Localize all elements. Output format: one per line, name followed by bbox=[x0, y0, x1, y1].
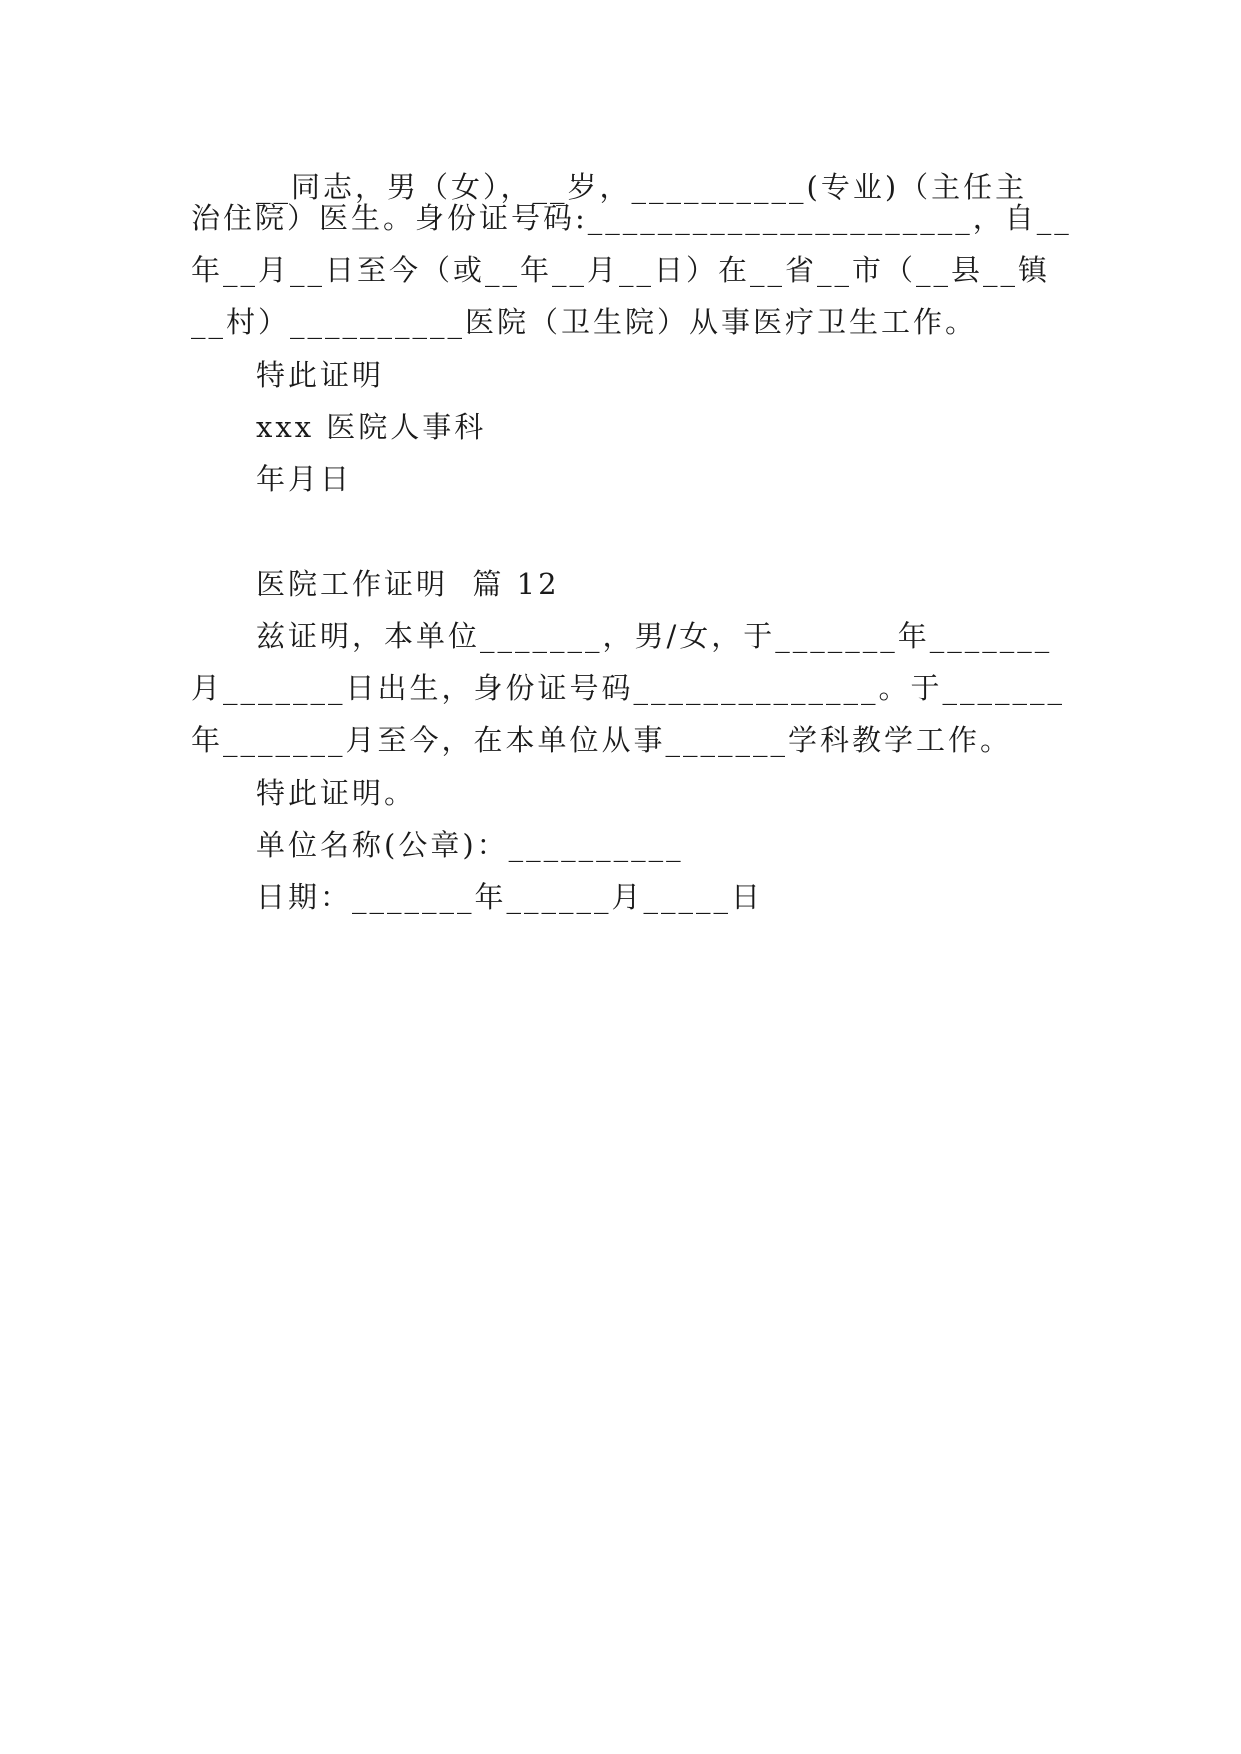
date-line: 年月日 bbox=[256, 462, 353, 496]
paragraph-line-3: 年__月__日至今（或__年__月__日）在__省__市（__县__镇 bbox=[191, 253, 1051, 287]
paragraph-line-6: 月_______日出生，身份证号码______________。于_______ bbox=[191, 671, 1066, 705]
certification-phrase-2: 特此证明。 bbox=[256, 776, 417, 810]
certification-phrase: 特此证明 bbox=[256, 358, 385, 392]
unit-name-line: 单位名称(公章)：__________ bbox=[256, 828, 684, 862]
section-title: 医院工作证明 篇 12 bbox=[256, 567, 560, 601]
paragraph-line-2: 治住院）医生。身份证号码:______________________，自__ bbox=[191, 201, 1072, 235]
paragraph-line-1: __同志，男（女），__岁，__________(专业)（主任主 bbox=[256, 170, 1028, 204]
paragraph-line-4: __村）__________医院（卫生院）从事医疗卫生工作。 bbox=[191, 305, 978, 339]
issuer-line: xxx 医院人事科 bbox=[256, 410, 487, 444]
paragraph-line-7: 年_______月至今，在本单位从事_______学科教学工作。 bbox=[191, 723, 1013, 757]
paragraph-line-5: 兹证明，本单位_______，男/女，于_______年_______ bbox=[256, 619, 1053, 653]
date-line-2: 日期：_______年______月_____日 bbox=[256, 880, 764, 914]
